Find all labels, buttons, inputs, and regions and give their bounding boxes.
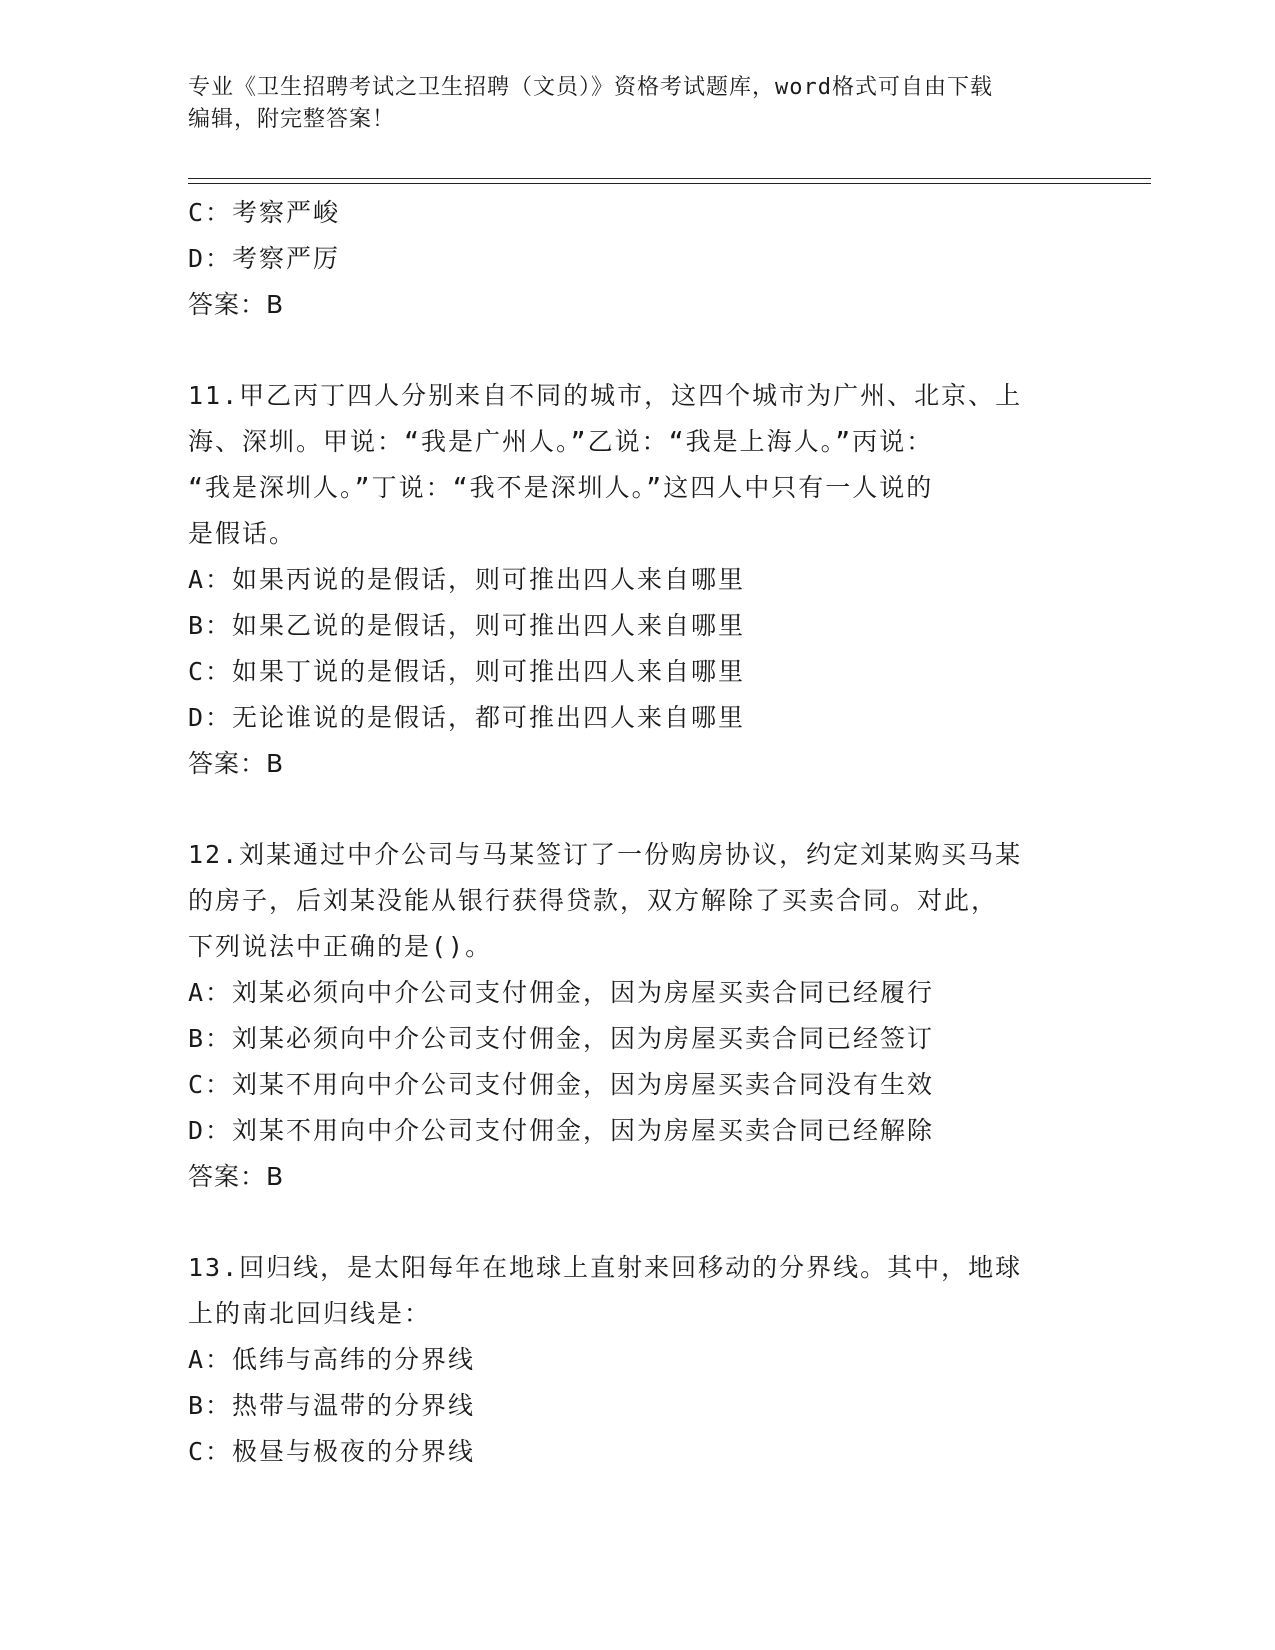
option-d: D：考察严厉: [188, 244, 341, 273]
question-stem-line: 的房子，后刘某没能从银行获得贷款，双方解除了买卖合同。对此，: [188, 886, 999, 915]
answer: 答案：B: [188, 749, 285, 778]
question-stem-line: 海、深圳。甲说：“我是广州人。”乙说：“我是上海人。”丙说：: [188, 427, 934, 456]
question-12: [188, 832, 1088, 1200]
question-13: [188, 1245, 1088, 1475]
answer: 答案：B: [188, 290, 285, 319]
option-c: C：如果丁说的是假话，则可推出四人来自哪里: [188, 657, 746, 686]
question-stem-line: “我是深圳人。”丁说：“我不是深圳人。”这四人中只有一人说的: [188, 473, 934, 502]
option-d: D：刘某不用向中介公司支付佣金，因为房屋买卖合同已经解除: [188, 1116, 935, 1145]
question-stem-line: 11.甲乙丙丁四人分别来自不同的城市，这四个城市为广州、北京、上: [188, 381, 1023, 410]
option-c: C：刘某不用向中介公司支付佣金，因为房屋买卖合同没有生效: [188, 1070, 935, 1099]
question-11: [188, 373, 1088, 787]
option-b: B：热带与温带的分界线: [188, 1391, 476, 1420]
header-line-1: 专业《卫生招聘考试之卫生招聘（文员）》资格考试题库，word格式可自由下载: [188, 75, 993, 100]
question-stem-line: 上的南北回归线是：: [188, 1299, 432, 1328]
header-divider-top: [188, 178, 1151, 179]
option-d: D：无论谁说的是假话，都可推出四人来自哪里: [188, 703, 746, 732]
question-stem-line: 是假话。: [188, 519, 297, 548]
question-stem-line: 13.回归线，是太阳每年在地球上直射来回移动的分界线。其中，地球: [188, 1253, 1023, 1282]
option-a: A：如果丙说的是假话，则可推出四人来自哪里: [188, 565, 746, 594]
option-c: C：考察严峻: [188, 198, 341, 227]
answer: 答案：B: [188, 1162, 285, 1191]
spacer: [188, 1200, 1088, 1245]
question-stem-line: 12.刘某通过中介公司与马某签订了一份购房协议，约定刘某购买马某: [188, 840, 1023, 869]
header-line-2: 编辑，附完整答案！: [188, 107, 396, 132]
option-a: A：刘某必须向中介公司支付佣金，因为房屋买卖合同已经履行: [188, 978, 935, 1007]
question-stem-line: 下列说法中正确的是()。: [188, 932, 493, 961]
spacer: [188, 787, 1088, 832]
question-content: [188, 190, 1088, 1475]
option-c: C：极昼与极夜的分界线: [188, 1437, 476, 1466]
option-b: B：刘某必须向中介公司支付佣金，因为房屋买卖合同已经签订: [188, 1024, 935, 1053]
option-b: B：如果乙说的是假话，则可推出四人来自哪里: [188, 611, 746, 640]
question-10-tail: [188, 190, 1088, 328]
header-divider-bottom: [188, 183, 1151, 184]
document-header: [188, 72, 1088, 136]
option-a: A：低纬与高纬的分界线: [188, 1345, 476, 1374]
spacer: [188, 328, 1088, 373]
